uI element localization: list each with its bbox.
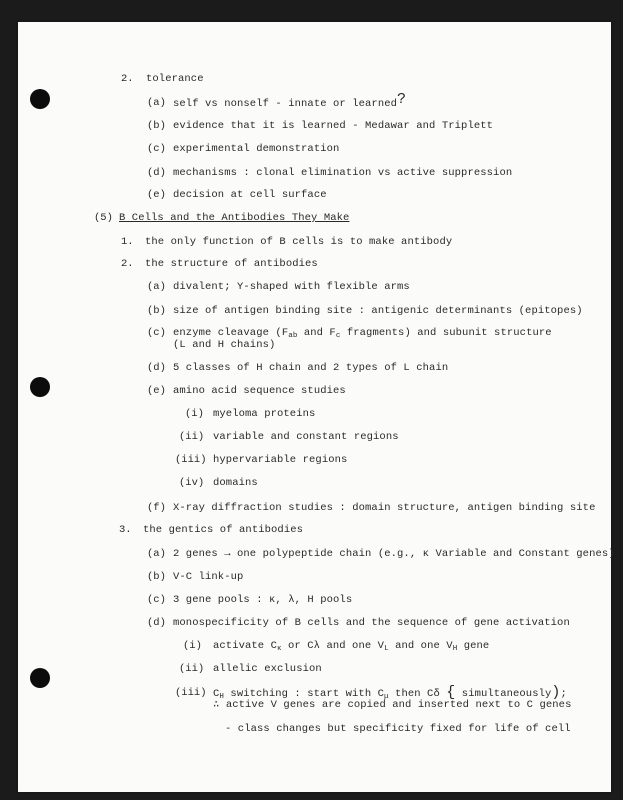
item-text: mechanisms : clonal elimination vs active suppression: [173, 167, 513, 179]
item-label: (i): [183, 640, 202, 652]
text-part: enzyme cleavage (F: [173, 327, 289, 339]
text-part: δ: [433, 688, 440, 700]
text-part: and one V: [320, 640, 385, 652]
item-text: hypervariable regions: [213, 454, 348, 466]
item-text: evidence that it is learned - Medawar and Triplett: [173, 120, 494, 132]
text-part: then C: [388, 688, 434, 700]
text-part: ;: [560, 688, 567, 700]
text-part: activate C: [213, 640, 278, 652]
subscript: ab: [288, 332, 298, 340]
item-label: 2.: [121, 258, 134, 270]
item-text: X-ray diffraction studies : domain structure, antigen binding site: [173, 502, 596, 514]
item-label: (a): [147, 281, 166, 293]
subscript: H: [219, 693, 225, 701]
item-text: domains: [213, 477, 258, 489]
item-text: the only function of B cells is to make antibody: [145, 236, 453, 248]
subscript: c: [335, 332, 341, 340]
text-part: simultaneously: [455, 688, 552, 700]
text-part: or C: [281, 640, 314, 652]
punch-hole-middle: [30, 377, 50, 397]
item-label: (iii): [175, 687, 207, 699]
item-label: (c): [147, 594, 166, 606]
item-text-continuation: (L and H chains): [173, 339, 276, 351]
item-text: 5 classes of H chain and 2 types of L chain: [173, 362, 449, 374]
handwritten-brace: {: [446, 684, 456, 701]
punch-hole-top: [30, 89, 50, 109]
text-part: gene: [457, 640, 490, 652]
item-text: amino acid sequence studies: [173, 385, 346, 397]
item-label: (d): [147, 167, 166, 179]
subscript: L: [384, 645, 389, 653]
subscript: κ: [277, 645, 282, 653]
item-label: 2.: [121, 73, 134, 85]
text-part: switching : start with C: [224, 688, 385, 700]
item-text: size of antigen binding site : antigenic determinants (epitopes): [173, 305, 583, 317]
item-label: (c): [147, 327, 166, 339]
item-text: 2 genes → one polypeptide chain (e.g., κ Variable and Constant genes): [173, 548, 615, 560]
text-part: and one V: [388, 640, 453, 652]
item-label: (b): [147, 305, 166, 317]
handwritten-paren: ): [551, 684, 561, 701]
item-label: (e): [147, 385, 166, 397]
item-label: (ii): [179, 663, 205, 675]
item-text: experimental demonstration: [173, 143, 340, 155]
item-text: variable and constant regions: [213, 431, 399, 443]
item-label: (d): [147, 617, 166, 629]
item-label: (f): [147, 502, 166, 514]
item-text-main: self vs nonself - innate or learned: [173, 98, 398, 110]
item-text: allelic exclusion: [213, 663, 322, 675]
question-mark: ?: [397, 91, 407, 108]
item-text: [213, 640, 489, 652]
item-label: (i): [185, 408, 204, 420]
item-text: monospecificity of B cells and the sequence of gene activation: [173, 617, 570, 629]
section-number: (5): [94, 212, 113, 224]
text-part: C: [213, 688, 220, 700]
item-text: - class changes but specificity fixed for life of cell: [225, 723, 571, 735]
item-label: (ii): [179, 431, 205, 443]
item-label: (b): [147, 120, 166, 132]
item-label: (a): [147, 548, 166, 560]
item-text: 3 gene pools : κ, λ, H pools: [173, 594, 353, 606]
item-label: 3.: [119, 524, 132, 536]
item-text: [173, 91, 407, 110]
item-label: (b): [147, 571, 166, 583]
item-label: (a): [147, 97, 166, 109]
text-part: and F: [297, 327, 336, 339]
item-label: (iii): [175, 454, 207, 466]
item-text: the structure of antibodies: [145, 258, 318, 270]
item-text: the gentics of antibodies: [143, 524, 304, 536]
document-page: [18, 22, 615, 792]
subscript: H: [452, 645, 458, 653]
section-heading: B Cells and the Antibodies They Make: [119, 212, 350, 224]
item-label: 1.: [121, 236, 134, 248]
item-text: decision at cell surface: [173, 189, 327, 201]
item-text: [173, 327, 552, 339]
item-text: V-C link-up: [173, 571, 244, 583]
item-label: (iv): [179, 477, 205, 489]
item-text: divalent; Y-shaped with flexible arms: [173, 281, 410, 293]
text-part: λ: [313, 640, 321, 652]
item-label: (c): [147, 143, 166, 155]
item-text: myeloma proteins: [213, 408, 316, 420]
item-label: (e): [147, 189, 166, 201]
subscript: μ: [384, 693, 389, 701]
item-label: (d): [147, 362, 166, 374]
text-part: fragments) and subunit structure: [340, 327, 552, 339]
item-text-continuation: ∴ active V genes are copied and inserted next to C genes: [213, 699, 572, 711]
item-text: tolerance: [146, 73, 204, 85]
punch-hole-bottom: [30, 668, 50, 688]
